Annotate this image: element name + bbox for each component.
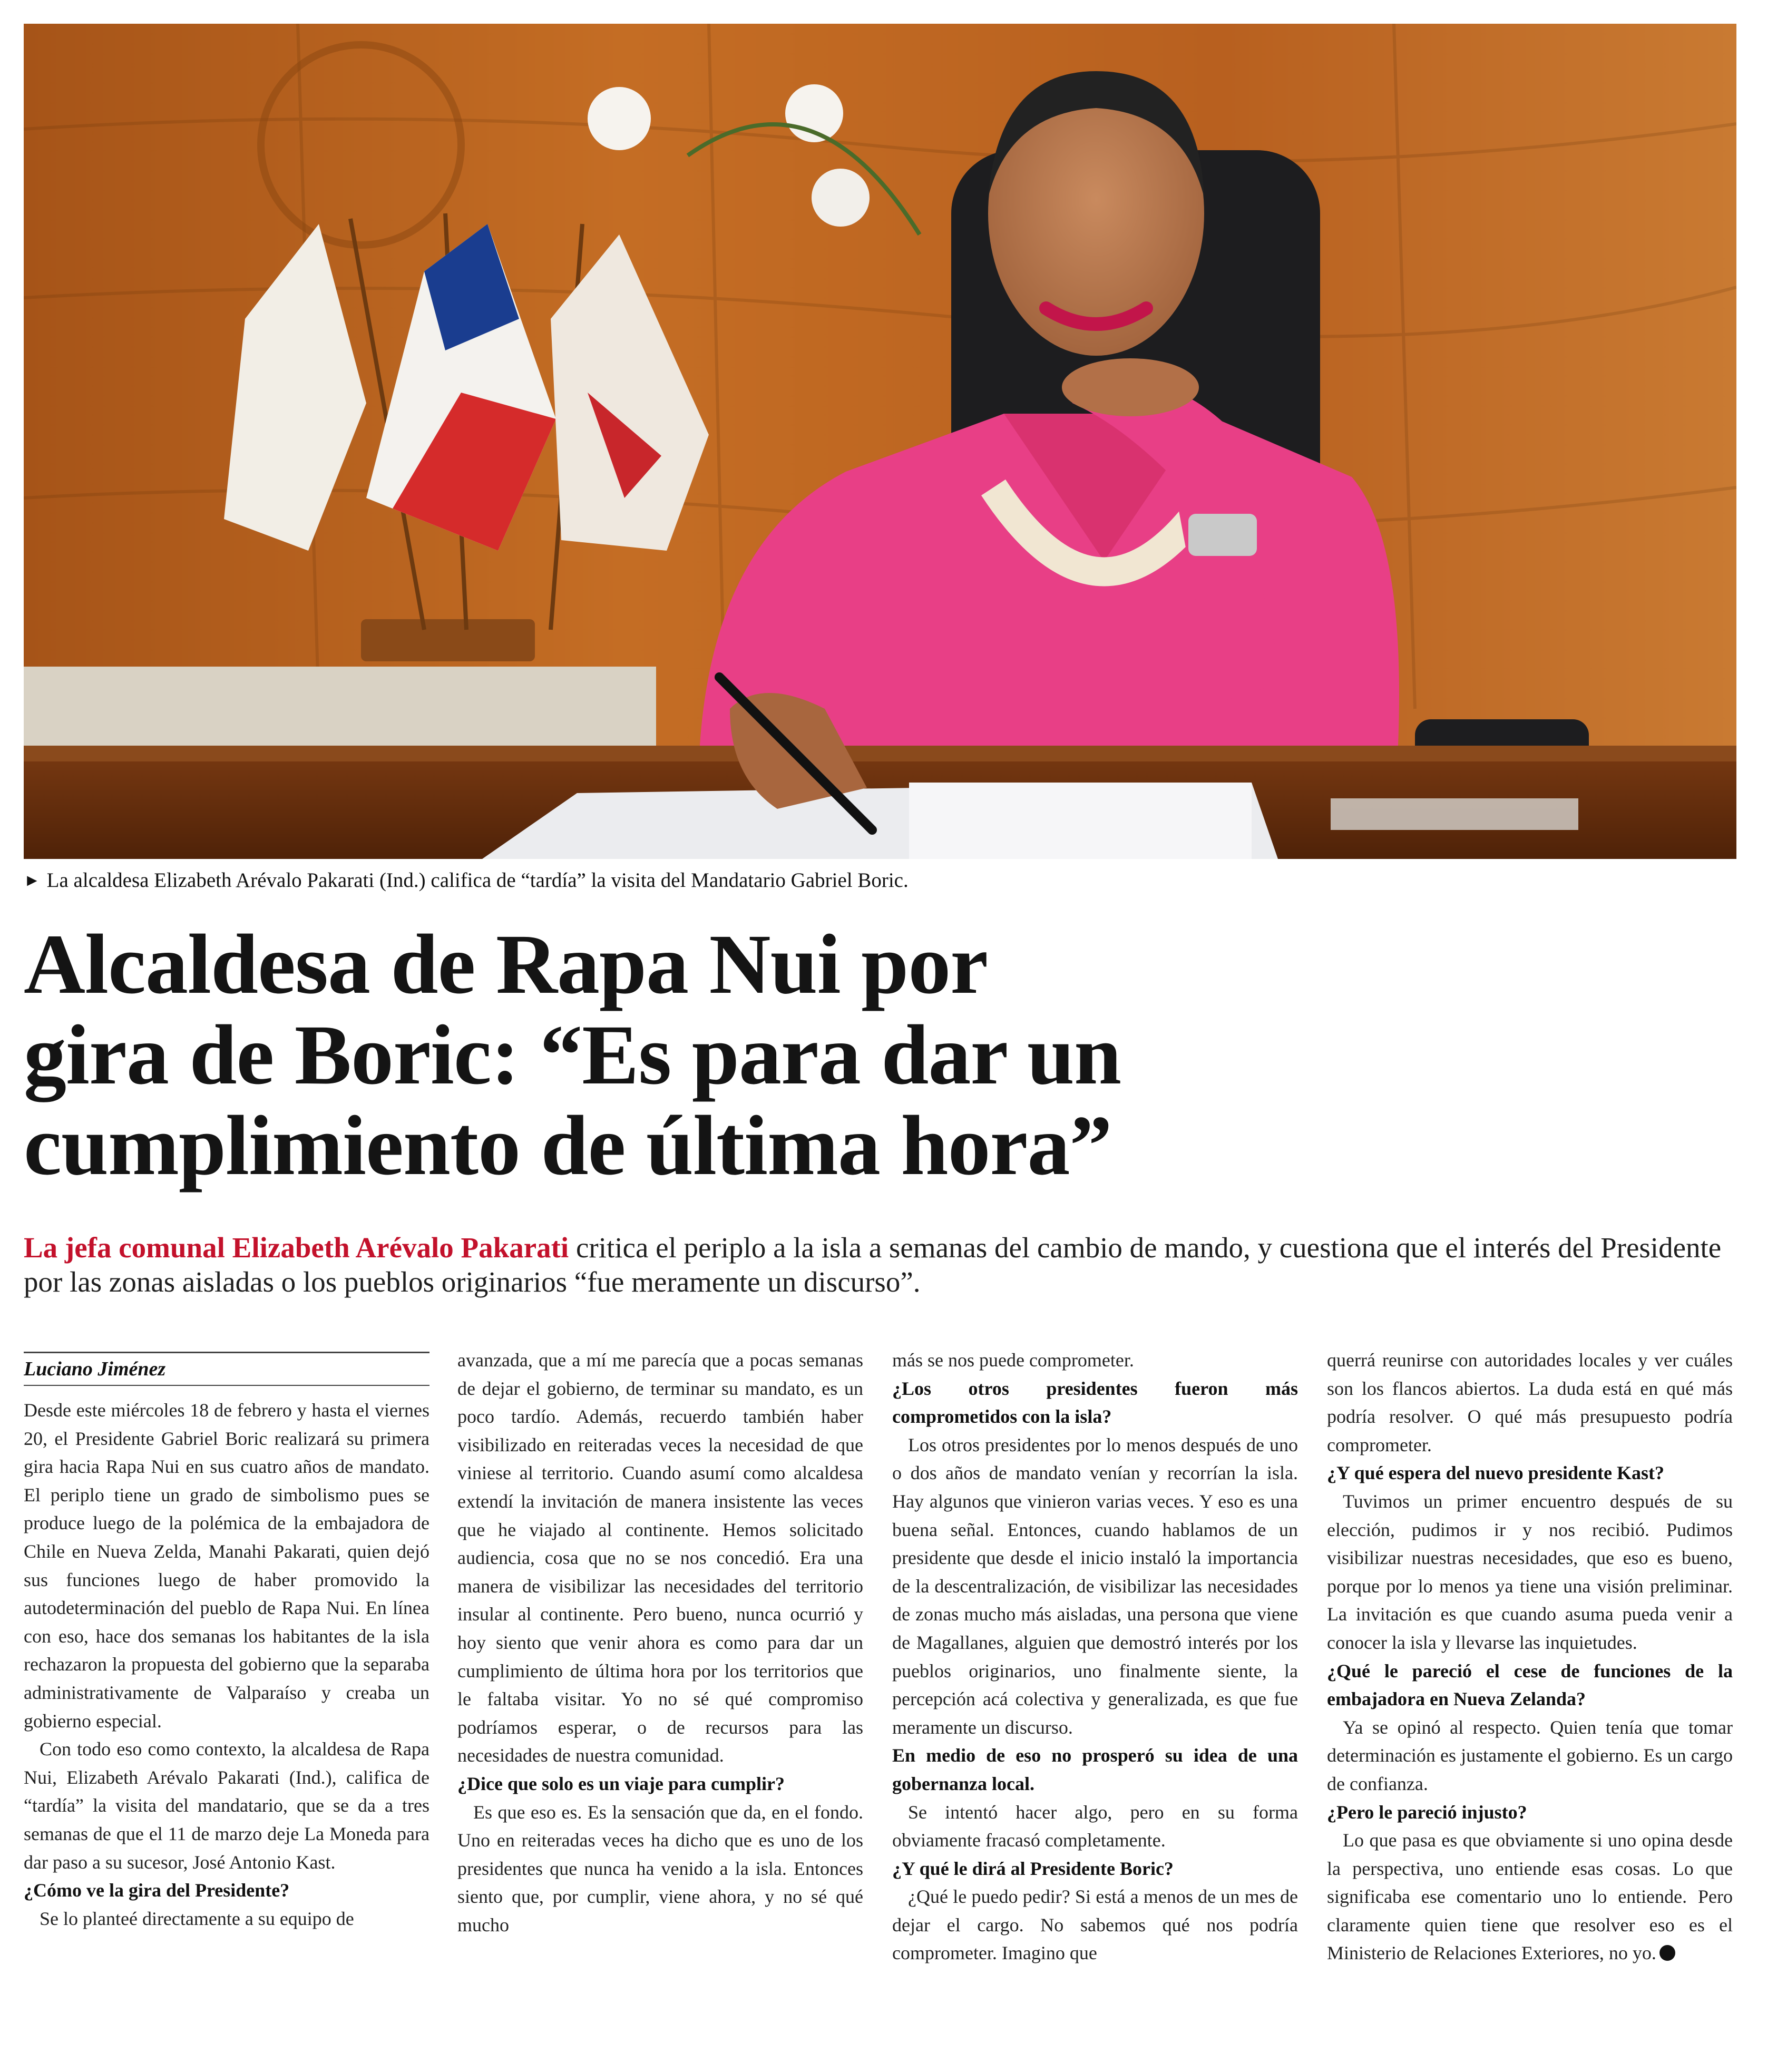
headline-line-2: gira de Boric: “Es para dar un [24,1008,1121,1102]
paragraph: Desde este miércoles 18 de febrero y hasta el viernes 20, el Presidente Gabriel Boric realizará su primera gira hacia Rapa Nui en sus cuatro años de mandato. El periplo tiene un grado de simbolismo pues se produce luego de la polémica de la embajadora de Chile en Nueva Zelda, Manahi Pakarati, quien dejó sus funciones luego de haber promovido la autodeterminación del pueblo de Rapa Nui. En línea con eso, hace dos semanas los habitantes de la isla rechazaron la propuesta del gobierno que la separaba administrativamente de Valparaíso y creaba un gobierno especial. [24,1400,429,1732]
interview-question: ¿Y qué le dirá al Presidente Boric? [892,1858,1174,1879]
interview-question: ¿Cómo ve la gira del Presidente? [24,1880,290,1901]
deck [24,1230,1742,1299]
interview-question: ¿Pero le pareció injusto? [1327,1801,1527,1823]
body-column-3 [892,1346,1298,2053]
interview-question: ¿Dice que solo es un viaje para cumplir? [457,1773,785,1794]
headline-line-1: Alcaldesa de Rapa Nui por [24,917,988,1012]
final-answer-text: Lo que pasa es que obviamente si uno opina desde la perspectiva, uno entiende esas cosas. Lo que significaba ese comentario uno lo entiende. Pero claramente quien tiene que resolver eso es el Ministerio de Relaciones Exteriores, no yo. [1327,1830,1733,1964]
interview-question: ¿Y qué espera del nuevo presidente Kast? [1327,1462,1665,1484]
photo-mayor-at-desk-icon [24,24,1736,859]
paragraph: Con todo eso como contexto, la alcaldesa de Rapa Nui, Elizabeth Arévalo Pakarati (Ind.), califica de “tardía” la visita del mandatario, que se da a tres semanas de que el 11 de marzo deje La Moneda para dar paso a su sucesor, José Antonio Kast. [24,1738,429,1873]
interview-answer: ¿Qué le puedo pedir? Si está a menos de un mes de dejar el cargo. No sabemos qué nos podría comprometer. Imagino que [892,1886,1298,1964]
interview-answer: Es que eso es. Es la sensación que da, en el fondo. Uno en reiteradas veces ha dicho que es uno de los presidentes que nunca ha venido a la isla. Entonces siento que, por cumplir, viene ahora, y no sé qué mucho [457,1801,863,1936]
interview-question: En medio de eso no prosperó su idea de una gobernanza local. [892,1745,1298,1794]
interview-answer: más se nos puede comprometer. [892,1350,1134,1371]
body-column-1 [24,1346,429,2053]
interview-question: ¿Los otros presidentes fueron más comprometidos con la isla? [892,1377,1298,1428]
byline-rule-bottom [24,1385,429,1386]
deck-text: critica el periplo a la isla a semanas del cambio de mando, y cuestiona que el interés del Presidente por las zonas aisladas o los pueblos originarios “fue meramente un discurso”. [24,1232,1722,1298]
interview-answer: querrá reunirse con autoridades locales y ver cuáles son los flancos abiertos. La duda está en qué más podría resolver. O qué más presupuesto podría comprometer. [1327,1350,1733,1455]
caption-marker-icon: ► [24,871,41,890]
interview-answer: Ya se opinó al respecto. Quien tenía que tomar determinación es justamente el gobierno. Es un cargo de confianza. [1327,1716,1733,1794]
interview-answer: Se intentó hacer algo, pero en su forma obviamente fracasó completamente. [892,1801,1298,1851]
interview-answer: avanzada, que a mí me parecía que a pocas semanas de dejar el gobierno, de terminar su mandato, es un poco tardío. Además, recuerdo también haber visibilizado en reiteradas veces la necesidad de que viniese al territorio. Cuando asumí como alcaldesa extendí la invitación de manera insistente las veces que he viajado al continente. Hemos solicitado audiencia, cosa que no se nos concedió. Era una manera de visibilizar las necesidades del territorio insular al continente. Pero bueno, nunca ocurrió y hoy siento que venir ahora es como para dar un cumplimiento de última hora por los territorios que le faltaba visitar. Yo no sé qué compromiso podríamos esperar, o de recursos para las necesidades de nuestra comunidad. [457,1350,863,1766]
article-photo [24,24,1736,859]
body-column-4 [1327,1346,1733,2053]
photo-caption [24,864,1736,896]
caption-text: La alcaldesa Elizabeth Arévalo Pakarati (Ind.) califica de “tardía” la visita del Mandatario Gabriel Boric. [46,869,909,892]
interview-answer: Los otros presidentes por lo menos después de uno o dos años de mandato venían y recorrían la isla. Hay algunos que vinieron varias veces. Y eso es una buena señal. Entonces, cuando hablamos de un presidente que desde el inicio instaló la importancia de la descentralización, de visibilizar las necesidades de zonas mucho más aisladas, una persona que viene de Magallanes, alguien que demostró interés por los pueblos originarios, uno finalmente siente, la percepción acá colectiva y generalizada, es que fue meramente un discurso. [892,1434,1298,1738]
headline-line-3: cumplimiento de última hora” [24,1099,1112,1193]
end-of-article-icon [1659,1945,1675,1961]
headline [24,917,1736,1193]
byline: Luciano Jiménez [24,1358,166,1380]
interview-answer: Tuvimos un primer encuentro después de su elección, pudimos ir y nos recibió. Pudimos visibilizar nuestras necesidades, que eso es bueno, porque por lo menos ya tiene una visión preliminar. La invitación es que cuando asuma pueda venir a conocer la isla y llevarse las inquietudes. [1327,1490,1733,1653]
interview-question: ¿Qué le pareció el cese de funciones de la embajadora en Nueva Zelanda? [1327,1660,1733,1710]
interview-answer-final [1327,1826,1733,1968]
interview-answer: Se lo planteé directamente a su equipo de [40,1908,354,1929]
body-column-2 [457,1346,863,2053]
deck-highlight: La jefa comunal Elizabeth Arévalo Pakarati [24,1232,569,1264]
